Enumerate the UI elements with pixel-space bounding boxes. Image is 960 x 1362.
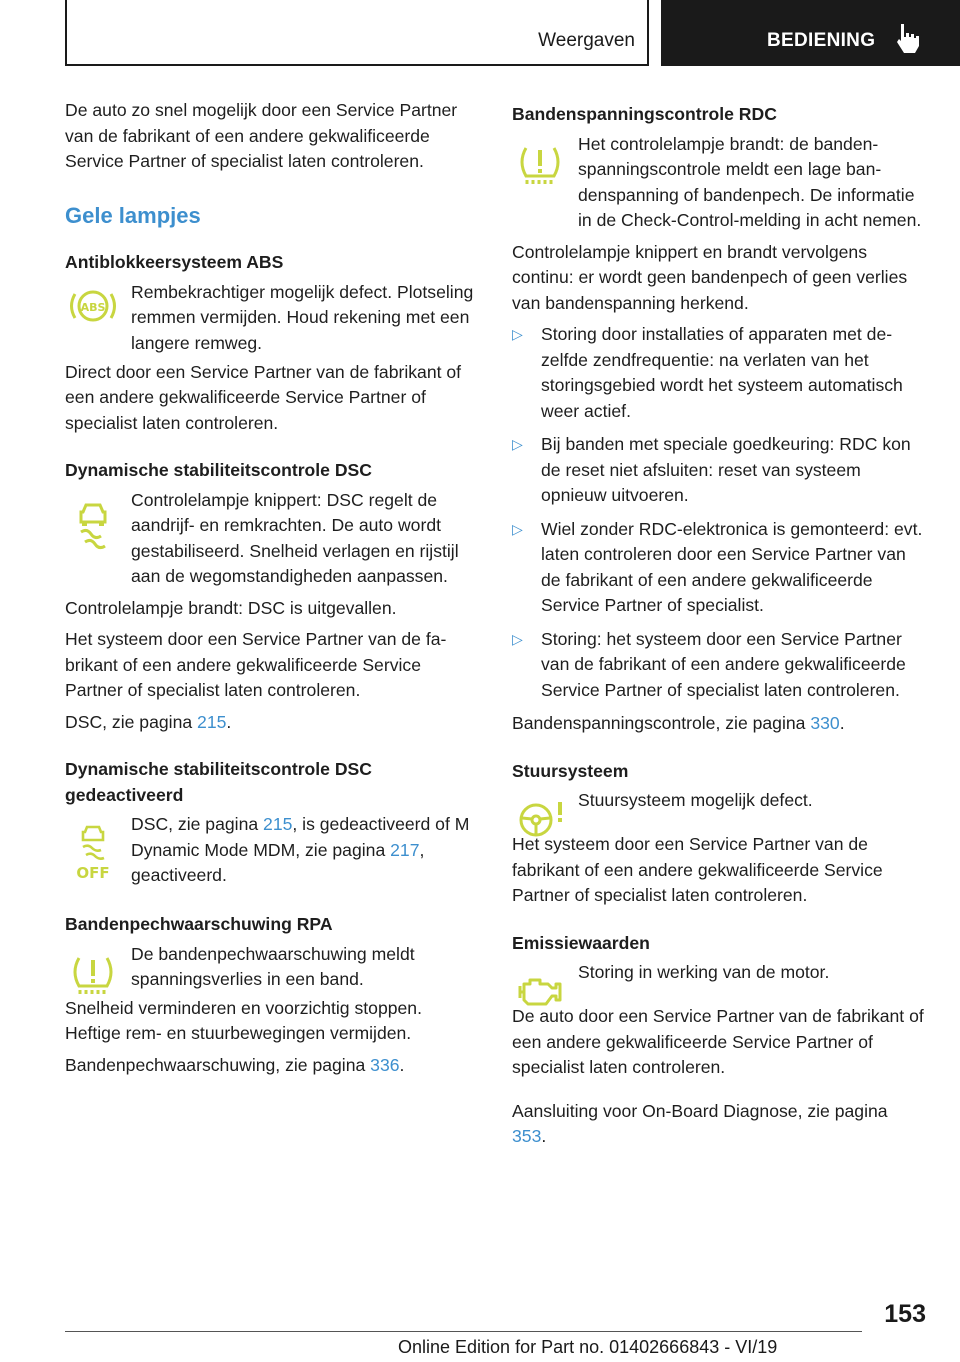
- svg-text:ABS: ABS: [80, 300, 106, 314]
- dsc-text-2: Controlelampje brandt: DSC is uitgevallen.: [65, 597, 397, 618]
- emission-text: Storing in werking van de motor.: [578, 962, 830, 982]
- tire-pressure-warning-icon: [512, 136, 568, 206]
- rdc-block: [512, 132, 925, 234]
- header-chapter-label: BEDIENING: [767, 30, 876, 51]
- engine-check-icon: [512, 964, 568, 1034]
- emission-reference: Aansluiting voor On-Board Diagnose, zie pagina 353.: [512, 1100, 888, 1146]
- abs-warning-icon: [65, 284, 121, 354]
- tire-pressure-warning-icon: [65, 946, 121, 1016]
- abs-block: [65, 280, 477, 358]
- dsc-reference: DSC, zie pagina 215.: [65, 711, 232, 732]
- left-column: [65, 98, 477, 1084]
- emission-heading: Emissiewaarden: [512, 932, 650, 953]
- dsc-off-heading: Dynamische stabiliteitscontrole DSC gedeactiveerd: [65, 759, 372, 805]
- rdc-page-link[interactable]: 330: [810, 713, 840, 733]
- rdc-heading: Bandenspanningscontrole RDC: [512, 104, 777, 124]
- rdc-text-2: Controlelampje knippert en brandt vervolgens continu: er wordt geen bandenpech of geen verlies van bandenspanning herkend.: [512, 241, 908, 313]
- page-number: 153: [884, 1300, 926, 1328]
- abs-text: Rembekrachtiger mogelijk defect. Plotseling remmen vermijden. Houd rekening met een langere remweg.: [131, 281, 474, 353]
- rpa-text-2: Snelheid verminderen en voorzichtig stoppen. Heftige rem- en stuurbewegingen vermijden.: [65, 997, 422, 1043]
- rdc-text: Het controlelampje brandt: de bandenspanningscontrole meldt een lage bandenspanning of bandenpech. De informatie in de Check-Control-melding in acht nemen.: [578, 133, 922, 230]
- intro-paragraph: De auto zo snel mogelijk door een Service Partner van de fabrikant of een andere gekwalificeerde Service Partner of specialist laten controleren.: [65, 100, 458, 171]
- steering-wheel-warning-icon: [512, 792, 568, 862]
- rpa-page-link[interactable]: 336: [370, 1054, 400, 1075]
- dsc-off-page-link-1[interactable]: 215: [263, 814, 293, 834]
- steering-text: Stuursysteem mogelijk defect.: [578, 790, 813, 810]
- rpa-heading: Bandenpechwaarschuwing RPA: [65, 914, 333, 934]
- footer-divider: [65, 1331, 862, 1332]
- dsc-off-icon: [65, 816, 121, 886]
- footer-edition: Online Edition for Part no. 01402666843 - VI/19: [398, 1337, 778, 1357]
- dsc-text-3: Het systeem door een Service Partner van de fabrikant of een andere gekwalificeerde Service Partner of specialist laten controleren.: [65, 629, 447, 700]
- header-section-tab: [65, 0, 649, 66]
- obd-page-link[interactable]: 353: [512, 1126, 542, 1146]
- abs-heading: Antiblokkeersysteem ABS: [65, 252, 284, 272]
- rpa-block: [65, 942, 477, 1020]
- rpa-text: De bandenpechwaarschuwing meldt spanningsverlies in een band.: [131, 943, 415, 989]
- dsc-skid-icon: [65, 492, 121, 562]
- rdc-reference: Bandenspanningscontrole, zie pagina 330.: [512, 713, 845, 733]
- steering-heading: Stuursysteem: [512, 760, 629, 781]
- emission-text-2: De auto door een Service Partner van de fabrikant of een andere gekwalificeerde Service Partner of specialist laten controleren.: [512, 1006, 924, 1077]
- dsc-page-link[interactable]: 215: [197, 711, 227, 732]
- header-section-label: Weergaven: [538, 30, 635, 51]
- steering-text-2: Het systeem door een Service Partner van de fabrikant of een andere gekwalificeerde Service Partner of specialist laten controleren.: [512, 834, 883, 905]
- svg-text:OFF: OFF: [76, 864, 110, 882]
- section-title: Gele lampjes: [65, 202, 201, 228]
- rdc-bullet-list: [512, 322, 925, 703]
- dsc-off-text: DSC, zie pagina 215, is gedeactiveerd of M Dynamic Mode MDM, zie pagina 217, geactiveerd.: [131, 814, 470, 885]
- dsc-heading: Dynamische stabiliteitscontrole DSC: [65, 460, 372, 480]
- abs-text-2: Direct door een Service Partner van de fabrikant of een andere gekwalificeerde Service Partner of specialist laten controleren.: [65, 361, 462, 433]
- list-item: ▷ Storing: het systeem door een Service Partner van de fabrikant of een andere gekwalificeerde Service Partner of specialist laten controleren.: [512, 628, 906, 700]
- dsc-off-block: [65, 812, 477, 890]
- dsc-text: Controlelampje knippert: DSC regelt de aandrijf- en remkrachten. De auto wordt gestabiliseerd. Snelheid verlagen en rijstijl aan de wegomstandigheden aanpassen.: [131, 489, 459, 586]
- pointing-hand-icon: [893, 22, 923, 56]
- list-item: ▷ Wiel zonder RDC-elektronica is gemonteerd: evt. laten controleren door een Service Partner van de fabrikant of een andere gekwalificeerde Service Partner of specialist.: [512, 518, 923, 615]
- steering-block: [512, 788, 925, 858]
- list-item: ▷ Storing door installaties of apparaten met dezelfde zendfrequentie: na verlaten van het storingsgebied wordt het systeem automatisch weer actief.: [512, 324, 903, 421]
- dsc-block: [65, 488, 477, 590]
- right-column: [512, 98, 925, 1156]
- rpa-reference: Bandenpechwaarschuwing, zie pagina 336.: [65, 1054, 405, 1075]
- emission-block: [512, 960, 925, 1030]
- dsc-off-page-link-2[interactable]: 217: [390, 839, 420, 860]
- list-item: ▷ Bij banden met speciale goedkeuring: RDC kon de reset niet afsluiten: reset van systeem opnieuw uitvoeren.: [512, 434, 911, 505]
